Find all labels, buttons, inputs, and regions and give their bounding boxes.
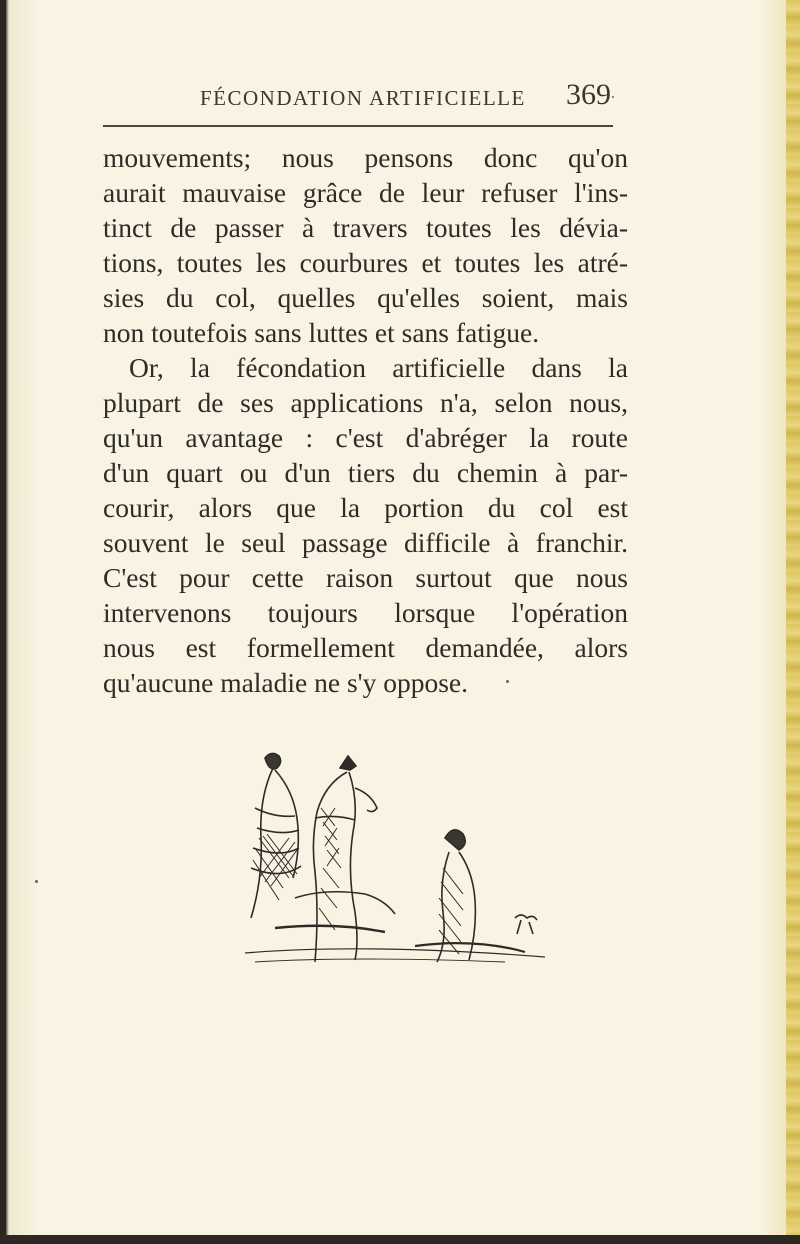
text-line: courir, alors que la portion du col est (103, 492, 628, 523)
text-line: non toutefois sans luttes et sans fatigue. (103, 317, 540, 348)
paper-speck (612, 96, 614, 98)
text-line: nous est formellement demandée, alors (103, 632, 628, 663)
engraved-vignette-illustration-icon (235, 748, 560, 970)
gilt-page-edge (786, 0, 800, 1244)
text-line: qu'un avantage : c'est d'abréger la route (103, 422, 628, 453)
paper-speck (35, 880, 38, 883)
text-line: qu'aucune maladie ne s'y oppose. (103, 667, 469, 698)
text-line: mouvements; nous pensons donc qu'on (103, 142, 628, 173)
header-rule (103, 125, 613, 127)
text-line: Or, la fécondation artificielle dans la (129, 352, 628, 383)
text-line: souvent le seul passage difficile à franchir. (103, 527, 628, 558)
running-header-title: FÉCONDATION ARTIFICIELLE (200, 86, 526, 110)
text-line: aurait mauvaise grâce de leur refuser l'ins- (103, 177, 628, 208)
text-line: C'est pour cette raison surtout que nous (103, 562, 628, 593)
text-line: intervenons toujours lorsque l'opération (103, 597, 628, 628)
text-line: tinct de passer à travers toutes les dévia- (103, 212, 628, 243)
text-line: plupart de ses applications n'a, selon nous, (103, 387, 628, 418)
page-binding-edge (0, 0, 6, 1244)
paper-speck (506, 680, 509, 683)
body-paragraphs (103, 140, 628, 700)
text-line: sies du col, quelles qu'elles soient, mais (103, 282, 628, 313)
page-bottom-edge (0, 1235, 800, 1244)
text-line: tions, toutes les courbures et toutes les atré- (103, 247, 628, 278)
text-line: d'un quart ou d'un tiers du chemin à par- (103, 457, 628, 488)
page-number: 369 (566, 78, 611, 111)
